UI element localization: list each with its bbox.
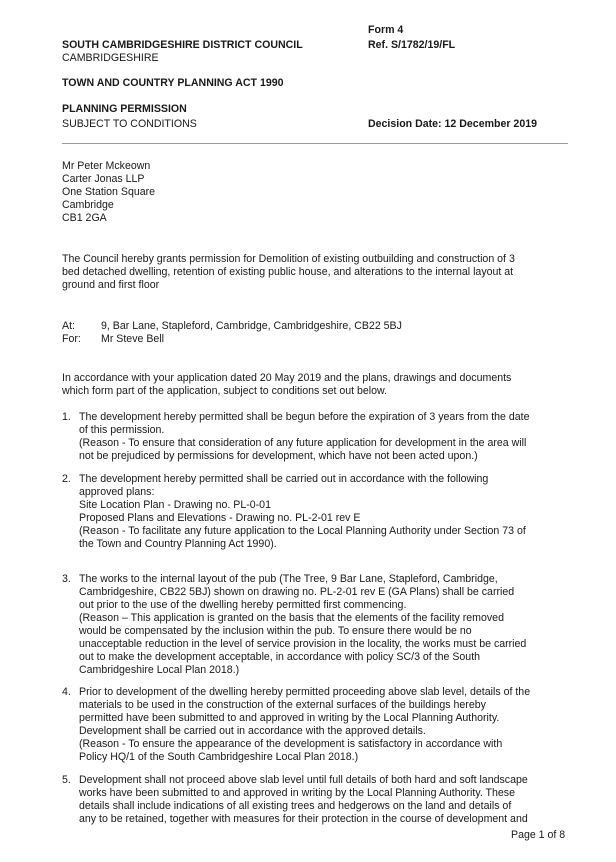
condition-line: Development shall be carried out in accordance with the approved details. bbox=[79, 725, 426, 737]
header-divider bbox=[62, 143, 568, 144]
site-for-label: For: bbox=[62, 333, 81, 345]
condition-line: The works to the internal layout of the pub (The Tree, 9 Bar Lane, Stapleford, Cambridge, bbox=[79, 573, 498, 585]
county-name: CAMBRIDGESHIRE bbox=[62, 52, 159, 64]
grant-line: The Council hereby grants permission for Demolition of existing outbuilding and construction of 3 bbox=[62, 253, 515, 265]
condition-line: the Town and Country Planning Act 1990). bbox=[79, 538, 277, 550]
address-line: Carter Jonas LLP bbox=[62, 173, 145, 185]
condition-line: (Reason – This application is granted on the basis that the elements of the facility removed bbox=[79, 612, 504, 624]
condition-line: Prior to development of the dwelling hereby permitted proceeding above slab level, details of the bbox=[79, 686, 531, 698]
condition-line: (Reason - To ensure the appearance of the development is satisfactory in accordance with bbox=[79, 738, 503, 750]
condition-number: 1. bbox=[62, 411, 71, 423]
intro-line: which form part of the application, subject to conditions set out below. bbox=[62, 385, 388, 397]
document-subtitle: SUBJECT TO CONDITIONS bbox=[62, 118, 197, 130]
address-line: One Station Square bbox=[62, 186, 156, 198]
condition-line: out prior to the use of the dwelling hereby permitted first commencing. bbox=[79, 599, 407, 611]
condition-line: Proposed Plans and Elevations - Drawing no. PL-2-01 rev E bbox=[79, 512, 361, 524]
condition-line: (Reason - To facilitate any future application to the Local Planning Authority under Section 73 of bbox=[79, 525, 526, 537]
act-title: TOWN AND COUNTRY PLANNING ACT 1990 bbox=[62, 77, 284, 89]
condition-line: permitted have been submitted to and approved in writing by the Local Planning Authority. bbox=[79, 712, 500, 724]
condition-line: Policy HQ/1 of the South Cambridgeshire Local Plan 2018.) bbox=[79, 751, 359, 763]
condition-number: 2. bbox=[62, 473, 71, 485]
condition-line: out to make the development acceptable, in accordance with policy SC/3 of the South bbox=[79, 651, 481, 663]
condition-line: The development hereby permitted shall be begun before the expiration of 3 years from the date bbox=[79, 411, 530, 423]
address-line: Cambridge bbox=[62, 199, 114, 211]
condition-number: 4. bbox=[62, 686, 71, 698]
condition-line: (Reason - To ensure that consideration of any future application for development in the area will bbox=[79, 437, 527, 449]
condition-line: Site Location Plan - Drawing no. PL-0-01 bbox=[79, 499, 271, 511]
document-title: PLANNING PERMISSION bbox=[62, 103, 187, 115]
condition-number: 3. bbox=[62, 573, 71, 585]
grant-line: bed detached dwelling, retention of existing public house, and alterations to the internal layout at bbox=[62, 266, 514, 278]
condition-line: Cambridgeshire, CB22 5BJ) shown on drawing no. PL-2-01 rev E (GA Plans) shall be carried bbox=[79, 586, 515, 598]
grant-line: ground and first floor bbox=[62, 279, 160, 291]
site-at-label: At: bbox=[62, 320, 75, 332]
council-name: SOUTH CAMBRIDGESHIRE DISTRICT COUNCIL bbox=[62, 39, 303, 51]
condition-line: works have been submitted to and approved in writing by the Local Planning Authority. These bbox=[79, 787, 515, 799]
condition-number: 5. bbox=[62, 774, 71, 786]
address-line: CB1 2GA bbox=[62, 212, 107, 224]
site-address: 9, Bar Lane, Stapleford, Cambridge, Cambridgeshire, CB22 5BJ bbox=[101, 320, 402, 332]
condition-line: not be prejudiced by permissions for development, which have not been acted upon.) bbox=[79, 450, 478, 462]
decision-date: Decision Date: 12 December 2019 bbox=[368, 118, 537, 130]
condition-line: of this permission. bbox=[79, 424, 165, 436]
page-number: Page 1 of 8 bbox=[511, 829, 566, 841]
condition-line: Development shall not proceed above slab level until full details of both hard and soft landscape bbox=[79, 774, 528, 786]
condition-line: approved plans: bbox=[79, 486, 155, 498]
address-line: Mr Peter Mckeown bbox=[62, 160, 151, 172]
grant-paragraph bbox=[62, 253, 562, 292]
recipient-address bbox=[62, 160, 562, 225]
applicant-name: Mr Steve Bell bbox=[101, 333, 164, 345]
condition-line: unacceptable reduction in the level of service provision in the locality, the works must be carried bbox=[79, 638, 527, 650]
condition-line: would be compensated by the inclusion within the pub. To ensure there would be no bbox=[79, 625, 472, 637]
condition-line: The development hereby permitted shall be carried out in accordance with the following bbox=[79, 473, 489, 485]
intro-line: In accordance with your application dated 20 May 2019 and the plans, drawings and documents bbox=[62, 372, 512, 384]
form-number: Form 4 bbox=[368, 24, 404, 36]
condition-line: materials to be used in the construction of the external surfaces of the buildings hereby bbox=[79, 699, 486, 711]
condition-line: Cambridgeshire Local Plan 2018.) bbox=[79, 664, 240, 676]
reference-number: Ref. S/1782/19/FL bbox=[368, 39, 456, 51]
intro-paragraph bbox=[62, 372, 562, 398]
condition-line: any to be retained, together with measures for their protection in the course of development and bbox=[79, 813, 528, 825]
condition-line: details shall include indications of all existing trees and hedgerows on the land and details of bbox=[79, 800, 512, 812]
